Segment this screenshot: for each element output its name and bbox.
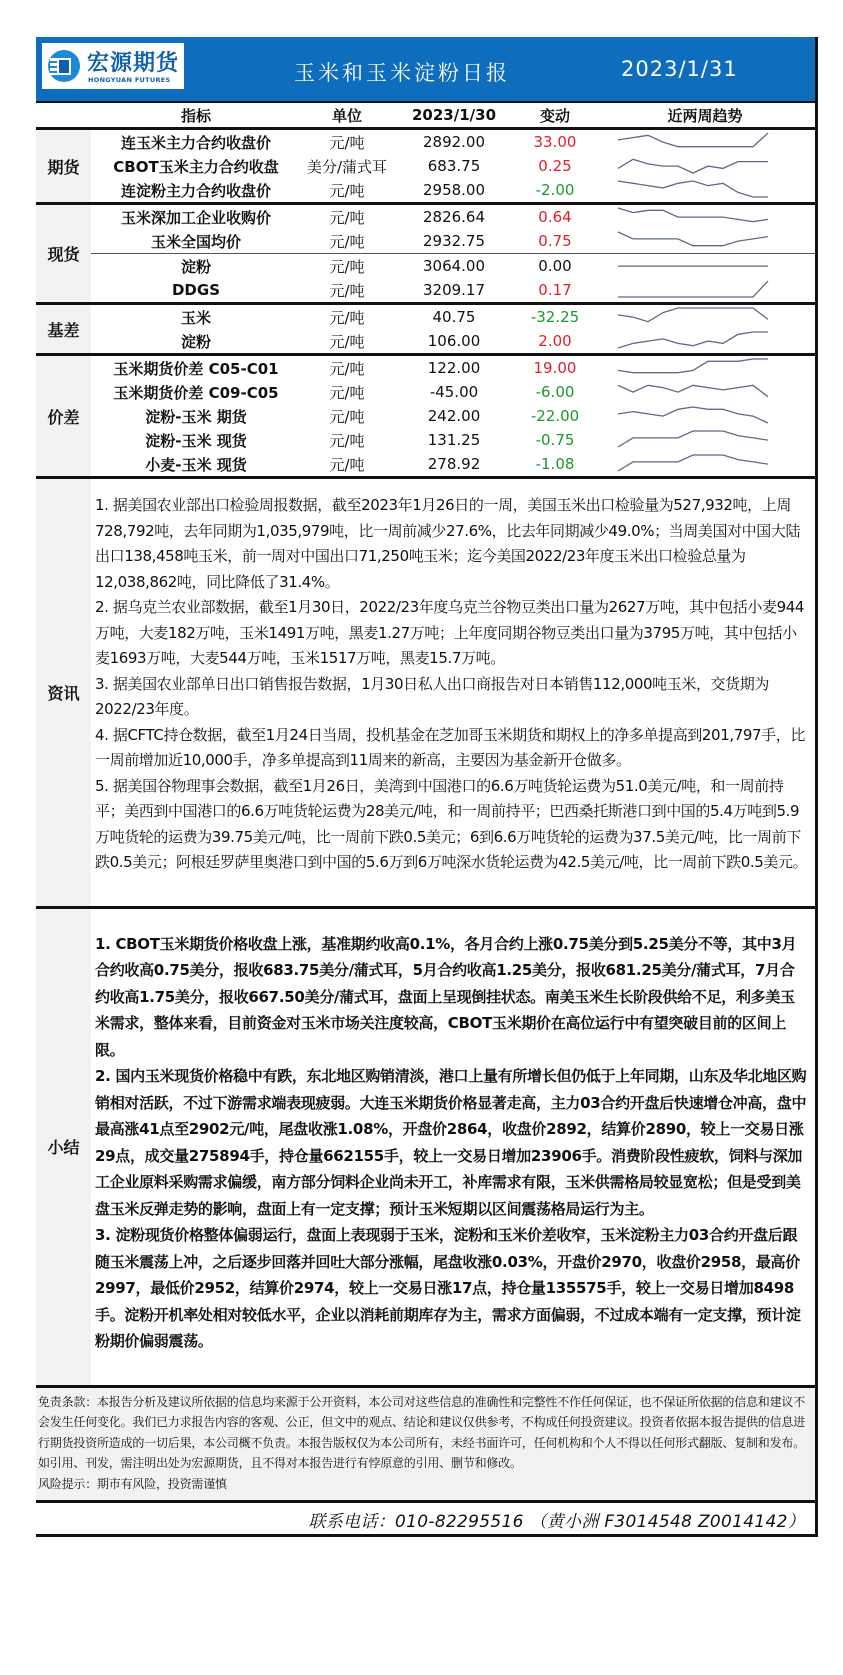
value: 242.00	[427, 407, 481, 425]
unit: 元/吨	[329, 208, 365, 227]
value: 3064.00	[422, 257, 486, 275]
table-row	[36, 254, 815, 279]
disclaimer-text: 免责条款：本报告分析及建议所依据的信息均来源于公开资料，本公司对这些信息的准确性和完整性不作任何保证，也不保证所依据的信息和建议不会发生任何变化。我们已力求报告内容的客观、公正，但文中的观点、结论和建议仅供参考，不构成任何投资建议。投资者依据本报告提供的信息进行期货投资所造成的一切后果，本公司概不负责。本报告版权仅为本公司所有，未经书面许可，任何机构和个人不得以任何形式翻版、复制和发布。如引用、刊发，需注明出处为宏源期货，且不得对本报告进行有悖原意的引用、删节和修改。	[38, 1394, 806, 1470]
unit: 元/吨	[329, 257, 365, 276]
indicator-name: 小麦-玉米 现货	[91, 452, 301, 478]
unit: 元/吨	[329, 308, 365, 327]
trend-cell	[595, 154, 815, 178]
report-title: 玉米和玉米淀粉日报	[294, 61, 510, 85]
value: 2892.00	[422, 133, 486, 151]
sparkline-chart	[613, 357, 773, 379]
indicator-name: 连玉米主力合约收盘价	[120, 133, 271, 152]
trend-cell	[595, 229, 815, 254]
indicator-name: 淀粉	[91, 329, 301, 355]
column-header-unit: 单位	[301, 103, 393, 129]
change: 19.00	[533, 359, 577, 377]
indicator-name: 玉米期货价差 C09-C05	[113, 383, 279, 402]
category-label: 基差	[36, 304, 91, 355]
summary-item: 2. 国内玉米现货价格稳中有跌，东北地区购销清淡，港口上量有所增长但仍低于上年同期，山东及华北地区购销相对活跃，不过下游需求端表现疲弱。大连玉米期货价格显著走高，主力03合约开盘后快速增仓冲高，盘中最高涨41点至2902元/吨，尾盘收涨1.08%，开盘价2864，收盘价2892，结算价2890，较上一交易日涨29点，成交量275894手，持仓量662155手，较上一交易日增加23906手。消费阶段性疲软，饲料与深加工企业原料采购需求偏缓，南方部分饲料企业尚未开工，补库需求有限，玉米供需格局较显宽松；但是受到美盘玉米反弹走势的影响，盘面上有一定支撑；预计玉米短期以区间震荡格局运行为主。	[95, 1067, 807, 1218]
value: 122.00	[427, 359, 481, 377]
column-header-date-value: 2023/1/30	[393, 103, 515, 129]
unit: 美分/蒲式耳	[306, 157, 388, 176]
change: 0.64	[538, 208, 572, 226]
table-row	[36, 404, 815, 428]
change: 33.00	[533, 133, 577, 151]
sparkline-chart	[613, 206, 773, 228]
sparkline-chart	[613, 279, 773, 301]
sparkline-chart	[613, 230, 773, 252]
logo-chinese-name: 宏源期货	[87, 51, 180, 76]
sparkline-chart	[613, 429, 773, 451]
table-header-row	[36, 103, 815, 129]
table-row	[36, 428, 815, 452]
report-date: 2023/1/31	[621, 57, 738, 81]
column-header-change: 变动	[515, 103, 595, 129]
trend-cell	[595, 204, 815, 230]
table-row	[36, 329, 815, 355]
trend-cell	[595, 178, 815, 204]
column-header-indicator: 指标	[91, 103, 301, 129]
value: 3209.17	[393, 278, 515, 304]
trend-cell	[595, 452, 815, 478]
trend-cell	[595, 380, 815, 404]
value: 2826.64	[422, 208, 486, 226]
summary-content	[91, 909, 815, 1385]
summary-section	[36, 909, 815, 1388]
sparkline-chart	[613, 179, 773, 201]
unit: 元/吨	[329, 359, 365, 378]
indicator-table	[36, 103, 815, 479]
unit: 元/吨	[301, 278, 393, 304]
change: -32.25	[530, 308, 580, 326]
report-header	[36, 37, 815, 103]
category-label: 现货	[36, 204, 91, 304]
trend-cell	[595, 404, 815, 428]
logo-english-name: HONGYUAN FUTURES	[88, 76, 171, 84]
table-row	[36, 380, 815, 404]
trend-cell	[595, 129, 815, 155]
value: 131.25	[427, 431, 481, 449]
indicator-name: 玉米期货价差 C05-C01	[113, 359, 279, 378]
value: 2932.75	[393, 229, 515, 254]
value: 2958.00	[393, 178, 515, 204]
news-item: 4. 据CFTC持仓数据，截至1月24日当周，投机基金在芝加哥玉米期货和期权上的净多单提高到201,797手，比一周前增加近10,000手，净多单提高到11周来的新高，主要因为基金新开仓做多。	[95, 725, 805, 769]
sparkline-chart	[613, 405, 773, 427]
table-row	[36, 204, 815, 230]
indicator-name: 淀粉-玉米 现货	[145, 431, 247, 450]
trend-cell	[595, 355, 815, 381]
unit: 元/吨	[329, 431, 365, 450]
table-row	[36, 304, 815, 330]
news-item: 1. 据美国农业部出口检验周报数据，截至2023年1月26日的一周，美国玉米出口检验量为527,932吨，上周728,792吨，去年同期为1,035,979吨，比一周前减少27.6%，比去年同期减少49.0%；当周美国对中国大陆出口138,458吨玉米，前一周对中国出口71,250吨玉米；迄今美国2022/23年度玉米出口检验总量为12,038,862吨，同比降低了31.4%。	[95, 496, 801, 591]
change: -22.00	[530, 407, 580, 425]
news-section	[36, 479, 815, 909]
daily-report-sheet	[36, 37, 818, 1537]
sparkline-chart	[613, 255, 773, 277]
value: 40.75	[432, 308, 476, 326]
unit: 元/吨	[301, 229, 393, 254]
contact-info: 联系电话：010-82295516 （黄小洲 F3014548 Z0014142）	[36, 1503, 815, 1537]
summary-item: 3. 淀粉现货价格整体偏弱运行，盘面上表现弱于玉米，淀粉和玉米价差收窄，玉米淀粉主力03合约开盘后跟随玉米震荡上冲，之后逐步回落并回吐大部分涨幅，尾盘收涨0.03%，开盘价2970，收盘价2958，最高价2997，最低价2952，结算价2974，较上一交易日涨17点，持仓量135575手，较上一交易日增加8498手。淀粉开机率处相对较低水平，企业以消耗前期库存为主，需求方面偏弱，不过成本端有一定支撑，预计淀粉期价偏弱震荡。	[95, 1226, 801, 1350]
trend-cell	[595, 304, 815, 330]
sparkline-chart	[613, 155, 773, 177]
indicator-name: 淀粉-玉米 期货	[145, 407, 247, 426]
change: 0.75	[515, 229, 595, 254]
column-header-trend: 近两周趋势	[595, 103, 815, 129]
sparkline-chart	[613, 131, 773, 153]
table-row	[36, 154, 815, 178]
change: -0.75	[535, 431, 575, 449]
sparkline-chart	[613, 381, 773, 403]
category-label: 价差	[36, 355, 91, 478]
category-label: 期货	[36, 129, 91, 204]
indicator-name: 淀粉	[180, 257, 211, 276]
unit: 元/吨	[329, 383, 365, 402]
unit: 元/吨	[301, 178, 393, 204]
sparkline-chart	[613, 330, 773, 352]
unit: 元/吨	[329, 133, 365, 152]
trend-cell	[595, 278, 815, 304]
value: 106.00	[393, 329, 515, 355]
news-item: 2. 据乌克兰农业部数据，截至1月30日，2022/23年度乌克兰谷物豆类出口量为2627万吨，其中包括小麦944万吨，大麦182万吨，玉米1491万吨，黑麦1.27万吨；上年度同期谷物豆类出口量为3795万吨，其中包括小麦1693万吨，大麦544万吨，玉米1517万吨，黑麦15.7万吨。	[95, 598, 805, 667]
news-content	[91, 479, 815, 906]
change: 0.17	[515, 278, 595, 304]
value: 683.75	[427, 157, 481, 175]
change: -2.00	[515, 178, 595, 204]
indicator-name: 玉米深加工企业收购价	[120, 208, 271, 227]
news-item: 3. 据美国农业部单日出口销售报告数据，1月30日私人出口商报告对日本销售112,000吨玉米，交货期为2022/23年度。	[95, 674, 769, 718]
summary-item: 1. CBOT玉米期货价格收盘上涨，基准期约收高0.1%，各月合约上涨0.75美分到5.25美分不等，其中3月合约收高0.75美分，报收683.75美分/蒲式耳，5月合约收高1.25美分，报收681.25美分/蒲式耳，7月合约收高1.75美分，报收667.50美分/蒲式耳，盘面上呈现倒挂状态。南美玉米生长阶段供给不足，利多美玉米需求，整体来看，目前资金对玉米市场关注度较高，CBOT玉米期价在高位运行中有望突破目前的区间上限。	[95, 934, 797, 1059]
column-header-category	[36, 103, 91, 129]
table-row	[36, 452, 815, 478]
summary-label: 小结	[36, 909, 91, 1385]
change: 0.00	[538, 257, 572, 275]
news-item: 5. 据美国谷物理事会数据，截至1月26日，美湾到中国港口的6.6万吨货轮运费为51.0美元/吨，和一周前持平；美西到中国港口的6.6万吨货轮运费为28美元/吨，和一周前持平；巴西桑托斯港口到中国的5.4万吨到5.9万吨货轮的运费为39.75美元/吨，比一周前下跌0.5美元；6到6.6万吨货轮的运费为37.5美元/吨，比一周前下跌0.5美元；阿根廷罗萨里奥港口到中国的5.6万到6万吨深水货轮运费为42.5美元/吨，比一周前下跌0.5美元。	[95, 776, 808, 871]
unit: 元/吨	[301, 452, 393, 478]
table-row	[36, 229, 815, 254]
trend-cell	[595, 254, 815, 279]
disclaimer-section	[36, 1388, 815, 1504]
table-row	[36, 278, 815, 304]
value: -45.00	[429, 383, 479, 401]
value: 278.92	[393, 452, 515, 478]
indicator-name: 玉米	[180, 308, 211, 327]
news-label: 资讯	[36, 479, 91, 906]
change: -6.00	[535, 383, 575, 401]
table-row	[36, 129, 815, 155]
change: 2.00	[515, 329, 595, 355]
risk-warning: 风险提示：期市有风险，投资需谨慎	[38, 1476, 227, 1491]
table-row	[36, 355, 815, 381]
change: 0.25	[538, 157, 572, 175]
indicator-name: 连淀粉主力合约收盘价	[91, 178, 301, 204]
indicator-name: DDGS	[91, 278, 301, 304]
logo-mark-icon	[46, 49, 82, 83]
unit: 元/吨	[301, 329, 393, 355]
indicator-name: CBOT玉米主力合约收盘	[113, 157, 279, 176]
sparkline-chart	[613, 306, 773, 328]
trend-cell	[595, 428, 815, 452]
change: -1.08	[515, 452, 595, 478]
table-row	[36, 178, 815, 204]
indicator-name: 玉米全国均价	[91, 229, 301, 254]
unit: 元/吨	[329, 407, 365, 426]
sparkline-chart	[613, 453, 773, 475]
trend-cell	[595, 329, 815, 355]
company-logo	[42, 43, 184, 89]
